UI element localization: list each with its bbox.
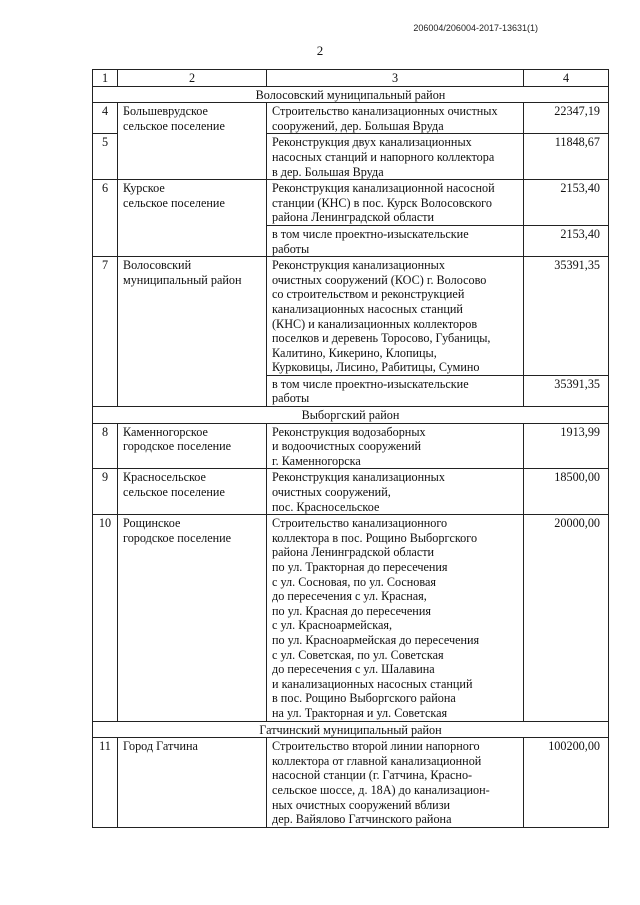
cell-line: Реконструкция канализационной насосной xyxy=(272,181,495,196)
funding-amount: 35391,35 xyxy=(524,375,609,406)
cell-line: городское поселение xyxy=(123,439,232,454)
row-number: 8 xyxy=(93,423,118,469)
page-number: 2 xyxy=(316,43,324,58)
funding-amount: 100200,00 xyxy=(524,738,609,828)
cell-line: сельское поселение xyxy=(123,485,225,500)
measure-description xyxy=(267,257,524,376)
cell-line: Город Гатчина xyxy=(123,739,198,754)
cell-line: Курковицы, Лисино, Рабитицы, Сумино xyxy=(272,360,480,375)
header-cell: 4 xyxy=(524,70,609,87)
funding-amount: 2153,40 xyxy=(524,225,609,256)
table-header-row xyxy=(93,70,609,87)
municipality-name xyxy=(118,180,267,257)
cell-line: сельское шоссе, д. 18А) до канализацион- xyxy=(272,782,490,797)
cell-line: в том числе проектно-изыскательские xyxy=(272,226,469,241)
header-cell: 2 xyxy=(118,70,267,87)
table-row xyxy=(93,103,609,134)
cell-line: станции (КНС) в пос. Курск Волосовского xyxy=(272,195,492,210)
table-row xyxy=(93,469,609,515)
cell-line: г. Каменногорска xyxy=(272,453,361,468)
row-number: 5 xyxy=(93,134,118,180)
measure-description xyxy=(267,469,524,515)
section-row xyxy=(93,721,609,738)
cell-line: очистных сооружений (КОС) г. Волосово xyxy=(272,272,487,287)
document-id: 206004/206004-2017-13631(1) xyxy=(413,23,538,33)
cell-line: сельское поселение xyxy=(123,195,225,210)
cell-line: коллектора в пос. Рощино Выборгского xyxy=(272,530,478,545)
funding-amount: 35391,35 xyxy=(524,257,609,376)
cell-line: по ул. Красноармейская до пересечения xyxy=(272,632,480,647)
cell-line: в дер. Большая Вруда xyxy=(272,164,384,179)
measure-description xyxy=(267,103,524,134)
municipality-name xyxy=(118,515,267,721)
cell-line: по ул. Тракторная до пересечения xyxy=(272,560,448,574)
cell-line: Красносельское xyxy=(123,470,206,485)
cell-line: сельское поселение xyxy=(123,118,225,133)
header-cell: 1 xyxy=(93,70,118,87)
cell-line: со строительством и реконструкцией xyxy=(272,287,465,302)
funding-amount: 22347,19 xyxy=(524,103,609,134)
section-title: Выборгский район xyxy=(93,407,609,424)
cell-line: и водоочистных сооружений xyxy=(272,439,421,454)
cell-line: (КНС) и канализационных коллекторов xyxy=(272,316,478,331)
cell-line: до пересечения с ул. Красная, xyxy=(272,589,427,604)
cell-line: насосных станций и напорного коллектора xyxy=(272,149,495,164)
cell-line: и канализационных насосных станций xyxy=(272,676,473,691)
funding-amount: 1913,99 xyxy=(524,423,609,469)
municipality-name xyxy=(118,257,267,407)
table-row xyxy=(93,738,609,828)
cell-line: ных очистных сооружений вблизи xyxy=(272,797,451,812)
row-number: 11 xyxy=(93,738,118,828)
cell-line: Большеврудское xyxy=(123,104,208,119)
cell-line: Строительство канализационного xyxy=(272,516,448,531)
row-number: 9 xyxy=(93,469,118,515)
cell-line: очистных сооружений, xyxy=(272,485,391,500)
municipality-name xyxy=(118,738,267,828)
cell-line: Каменногорское xyxy=(123,424,208,439)
cell-line: муниципальный район xyxy=(123,272,242,287)
cell-line: Рощинское xyxy=(123,516,181,531)
cell-line: в пос. Рощино Выборгского района xyxy=(272,691,456,706)
measure-description xyxy=(267,375,524,406)
facilities-table xyxy=(92,69,609,828)
cell-line: с ул. Сосновая, по ул. Сосновая xyxy=(272,574,437,589)
cell-line: Строительство второй линии напорного xyxy=(272,739,480,754)
cell-line: работы xyxy=(272,241,310,256)
row-number: 7 xyxy=(93,257,118,407)
cell-line: Курское xyxy=(123,181,165,196)
cell-line: Реконструкция канализационных xyxy=(272,258,445,273)
cell-line: до пересечения с ул. Шалавина xyxy=(272,662,435,677)
municipality-name xyxy=(118,469,267,515)
cell-line: района Ленинградской области xyxy=(272,545,435,560)
measure-description xyxy=(267,225,524,256)
measure-description xyxy=(267,423,524,469)
row-number: 4 xyxy=(93,103,118,134)
cell-line: с ул. Красноармейская, xyxy=(272,618,393,633)
cell-line: работы xyxy=(272,391,310,406)
cell-line: на ул. Тракторная и ул. Советская xyxy=(272,705,448,720)
measure-description xyxy=(267,180,524,226)
cell-line: поселков и деревень Торосово, Губаницы, xyxy=(272,331,491,346)
row-number: 6 xyxy=(93,180,118,257)
municipality-name xyxy=(118,423,267,469)
cell-line: пос. Красносельское xyxy=(272,499,380,514)
measure-description xyxy=(267,738,524,828)
cell-line: в том числе проектно-изыскательские xyxy=(272,376,469,391)
cell-line: района Ленинградской области xyxy=(272,210,435,225)
cell-line: Строительство канализационных очистных xyxy=(272,104,498,119)
section-row xyxy=(93,86,609,103)
cell-line: дер. Вайялово Гатчинского района xyxy=(272,812,452,827)
section-row xyxy=(93,407,609,424)
measure-description xyxy=(267,515,524,721)
measure-description xyxy=(267,134,524,180)
row-number: 10 xyxy=(93,515,118,721)
cell-line: по ул. Красная до пересечения xyxy=(272,603,431,618)
header-cell: 3 xyxy=(267,70,524,87)
cell-line: Реконструкция двух канализационных xyxy=(272,135,472,150)
cell-line: Реконструкция водозаборных xyxy=(272,424,426,439)
funding-amount: 2153,40 xyxy=(524,180,609,226)
funding-amount: 11848,67 xyxy=(524,134,609,180)
funding-amount: 20000,00 xyxy=(524,515,609,721)
table-row xyxy=(93,180,609,226)
table-row xyxy=(93,515,609,721)
cell-line: с ул. Советская, по ул. Советская xyxy=(272,647,444,662)
cell-line: городское поселение xyxy=(123,530,232,545)
cell-line: сооружений, дер. Большая Вруда xyxy=(272,118,444,133)
cell-line: Калитино, Кикерино, Клопицы, xyxy=(272,345,437,360)
cell-line: Реконструкция канализационных xyxy=(272,470,445,485)
table-row xyxy=(93,257,609,376)
section-title: Гатчинский муниципальный район xyxy=(93,721,609,738)
cell-line: коллектора от главной канализационной xyxy=(272,753,482,768)
municipality-name xyxy=(118,103,267,180)
section-title: Волосовский муниципальный район xyxy=(93,86,609,103)
cell-line: Волосовский xyxy=(123,258,192,273)
cell-line: насосной станции (г. Гатчина, Красно- xyxy=(272,768,473,783)
cell-line: канализационных насосных станций xyxy=(272,301,463,316)
funding-amount: 18500,00 xyxy=(524,469,609,515)
table-row xyxy=(93,423,609,469)
